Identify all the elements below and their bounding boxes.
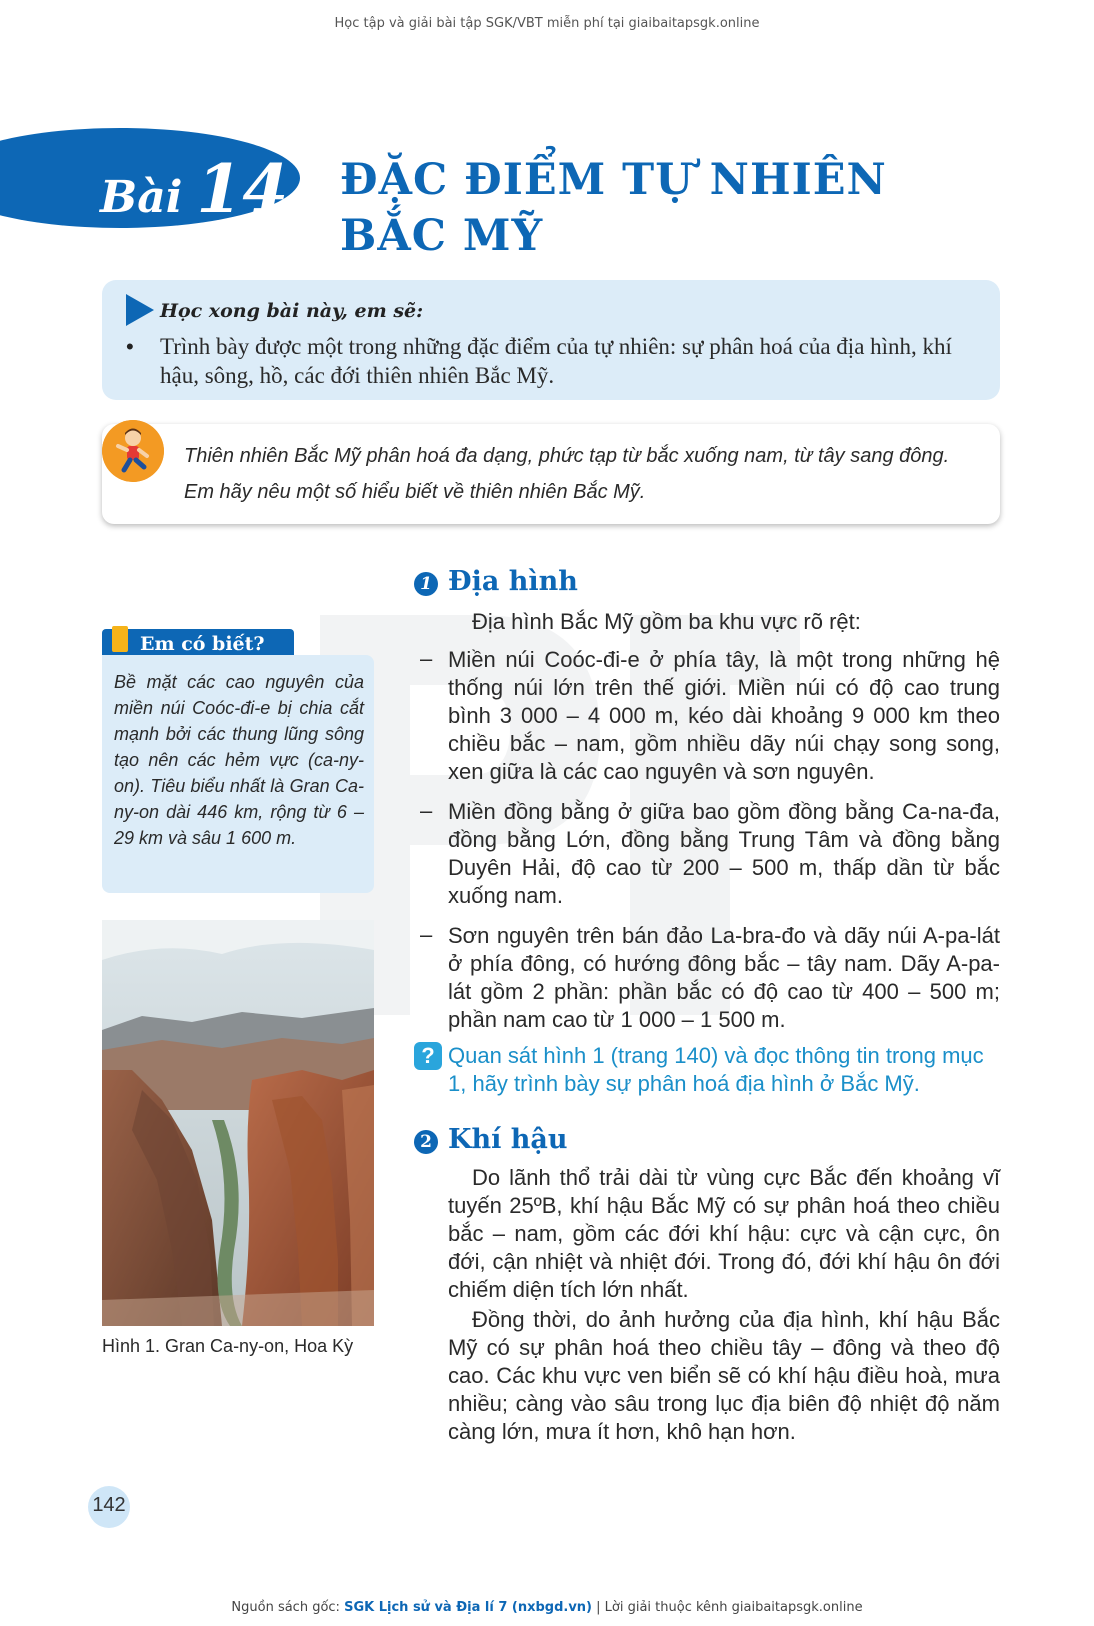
sidebar-text: Bề mặt các cao nguyên của miền núi Coóc-đi-e bị chia cắt mạnh bởi các thung lũng sông tạo nên các hẻm vực (ca-ny-on). Tiêu biểu nhất là Gran Ca-ny-on dài 446 km, rộng từ 6 – 29 km và sâu 1 600 m.	[114, 672, 364, 848]
lesson-word: Bài	[100, 172, 183, 223]
list-dash: –	[420, 798, 433, 823]
sidebar-title: Em có biết?	[140, 633, 265, 655]
intro-text	[184, 438, 984, 510]
goals-item: Trình bày được một trong những đặc điểm của tự nhiên: sự phân hoá của địa hình, khí hậu, sông, hồ, các đới thiên nhiên Bắc Mỹ.	[160, 334, 952, 388]
section2-title: Khí hậu	[448, 1124, 568, 1155]
section2-para2: Đồng thời, do ảnh hưởng của địa hình, khí hậu Bắc Mỹ có sự phân hoá theo chiều tây – đông và theo độ cao. Các khu vực ven biển sẽ có khí hậu điều hoà, mưa nhiều; càng vào sâu trong lục địa biên độ nhiệt độ năm càng lớn, mưa ít hơn, khô hạn hơn.	[448, 1307, 1000, 1444]
footer-suffix: | Lời giải thuộc kênh giaibaitapsgk.online	[592, 1600, 863, 1615]
lesson-title-line2: BẮC MỸ	[340, 211, 544, 261]
play-arrow-icon	[126, 294, 154, 326]
intro-line2: Em hãy nêu một số hiểu biết về thiên nhiên Bắc Mỹ.	[184, 481, 646, 503]
footer-prefix: Nguồn sách gốc:	[231, 1600, 345, 1615]
top-note: Học tập và giải bài tập SGK/VBT miễn phí tại giaibaitapsgk.online	[334, 16, 760, 31]
section1-item-2: Miền đồng bằng ở giữa bao gồm đồng bằng Ca-na-đa, đồng bằng Lớn, đồng bằng Trung Tâm và đồng bằng Duyên Hải, độ cao từ 200 – 500 m, thấp dần từ bắc xuống nam.	[448, 799, 1000, 908]
running-kid-icon	[102, 420, 164, 482]
lesson-title-line1: ĐẶC ĐIỂM TỰ NHIÊN	[340, 155, 887, 205]
lesson-number: 14	[196, 150, 289, 228]
page-number: 142	[92, 1494, 126, 1516]
footer-note	[0, 1600, 1094, 1615]
goals-heading: Học xong bài này, em sẽ:	[160, 300, 424, 322]
lesson-label	[100, 150, 288, 228]
section1-intro: Địa hình Bắc Mỹ gồm ba khu vực rõ rệt:	[472, 609, 861, 634]
intro-line1: Thiên nhiên Bắc Mỹ phân hoá đa dạng, phức tạp từ bắc xuống nam, từ tây sang đông.	[184, 445, 950, 467]
section1-title: Địa hình	[448, 566, 578, 597]
section1-item-1: Miền núi Coóc-đi-e ở phía tây, là một trong những hệ thống núi lớn trên thế giới. Miền núi có độ cao trung bình 3 000 – 4 000 m, kéo dài khoảng 9 000 km theo chiều bắc – nam, gồm nhiều dãy núi chạy song song, xen giữa là các cao nguyên và sơn nguyên.	[448, 647, 1000, 784]
bookmark-icon	[112, 626, 128, 652]
figure-caption: Hình 1. Gran Ca-ny-on, Hoa Kỳ	[102, 1336, 354, 1356]
footer-book-link[interactable]: SGK Lịch sử và Địa lí 7 (nxbgd.vn)	[344, 1600, 592, 1615]
section2-para1: Do lãnh thổ trải dài từ vùng cực Bắc đến khoảng vĩ tuyến 25ºB, khí hậu Bắc Mỹ có sự phân hoá theo chiều bắc – nam, gồm các đới khí hậu: cực và cận cực, ôn đới, cận nhiệt và nhiệt đới. Trong đó, đới khí hậu ôn đới chiếm diện tích lớn nhất.	[448, 1165, 1000, 1302]
lesson-title	[340, 152, 1060, 264]
question-icon: ?	[414, 1042, 442, 1070]
section1-item-3: Sơn nguyên trên bán đảo La-bra-đo và dãy núi A-pa-lát ở phía đông, có hướng đông bắc – tây nam. Dãy A-pa-lát gồm 2 phần: phần bắc có độ cao từ 400 – 500 m; phần nam cao từ 1 000 – 1 500 m.	[448, 923, 1000, 1032]
section1-number: 1	[414, 572, 438, 596]
list-dash: –	[420, 922, 433, 947]
list-dash: –	[420, 646, 433, 671]
goals-bullet: •	[126, 334, 134, 359]
canyon-photo	[102, 920, 374, 1326]
section2-number: 2	[414, 1130, 438, 1154]
section1-question: Quan sát hình 1 (trang 140) và đọc thông tin trong mục 1, hãy trình bày sự phân hoá địa hình ở Bắc Mỹ.	[448, 1043, 984, 1096]
